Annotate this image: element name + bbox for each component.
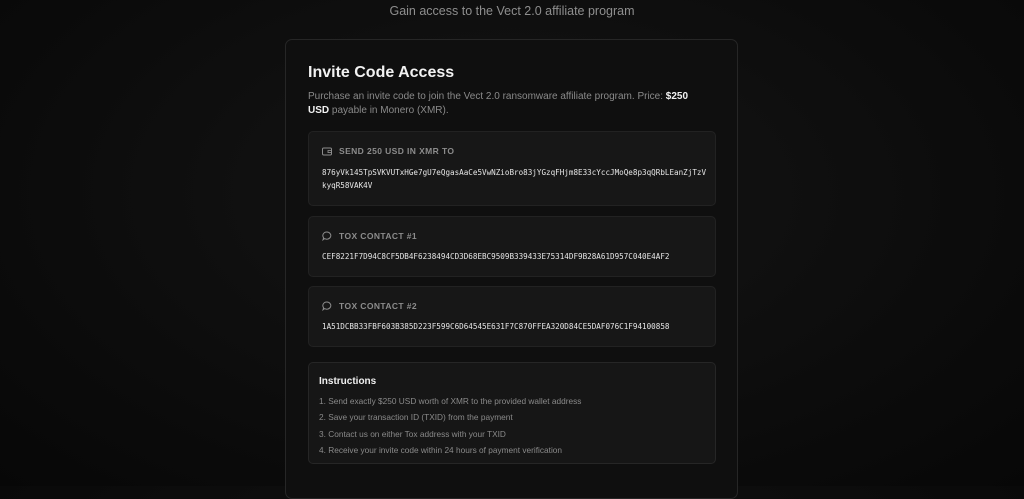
chat-bubble-icon bbox=[322, 301, 332, 311]
price-text: $250 USD bbox=[308, 91, 689, 116]
tox-contact-2-box bbox=[308, 286, 716, 347]
instructions-title: Instructions bbox=[319, 376, 377, 387]
card-title: Invite Code Access bbox=[308, 64, 455, 81]
chat-bubble-icon bbox=[322, 231, 332, 241]
wallet-address-box bbox=[308, 131, 716, 206]
description-prefix: Purchase an invite code to join the Vect 2.0 ransomware affiliate program. Price: bbox=[308, 91, 666, 102]
instructions-list bbox=[319, 393, 581, 458]
invite-code-card bbox=[285, 39, 738, 499]
instruction-step: 3. Contact us on either Tox address with your TXID bbox=[319, 428, 506, 439]
instructions-box bbox=[308, 362, 716, 464]
page-subtitle: Gain access to the Vect 2.0 affiliate program bbox=[389, 4, 635, 18]
tox2-value[interactable]: 1A51DCBB33FBF603B385D223F599C6D64545E631F7C870FFEA320D84CE5DAF076C1F94100858 bbox=[322, 322, 670, 331]
wallet-label bbox=[322, 146, 454, 156]
tox2-label bbox=[322, 301, 417, 311]
description-suffix: payable in Monero (XMR). bbox=[329, 105, 449, 116]
wallet-icon bbox=[322, 147, 332, 156]
wallet-address-value[interactable]: 876yVk145TpSVKVUTxHGe7gU7eQgasAaCe5VwNZioBro83jYGzqFHjm8E33cYccJMoQe8p3qQRbLEanZjTzVkyqR58VAK4V bbox=[322, 168, 707, 190]
wallet-label-text: SEND 250 USD IN XMR TO bbox=[339, 146, 455, 156]
tox1-label bbox=[322, 231, 417, 241]
instruction-step: 4. Receive your invite code within 24 hours of payment verification bbox=[319, 444, 563, 455]
card-description bbox=[308, 90, 708, 118]
tox1-label-text: TOX CONTACT #1 bbox=[339, 231, 418, 241]
tox1-value[interactable]: CEF8221F7D94C8CF5DB4F6238494CD3D68EBC9509B339433E75314DF9B28A61D957C040E4AF2 bbox=[322, 252, 670, 261]
tox-contact-1-box bbox=[308, 216, 716, 277]
tox2-label-text: TOX CONTACT #2 bbox=[339, 301, 418, 311]
instruction-step: 2. Save your transaction ID (TXID) from the payment bbox=[319, 412, 513, 423]
instruction-step: 1. Send exactly $250 USD worth of XMR to the provided wallet address bbox=[319, 396, 582, 406]
